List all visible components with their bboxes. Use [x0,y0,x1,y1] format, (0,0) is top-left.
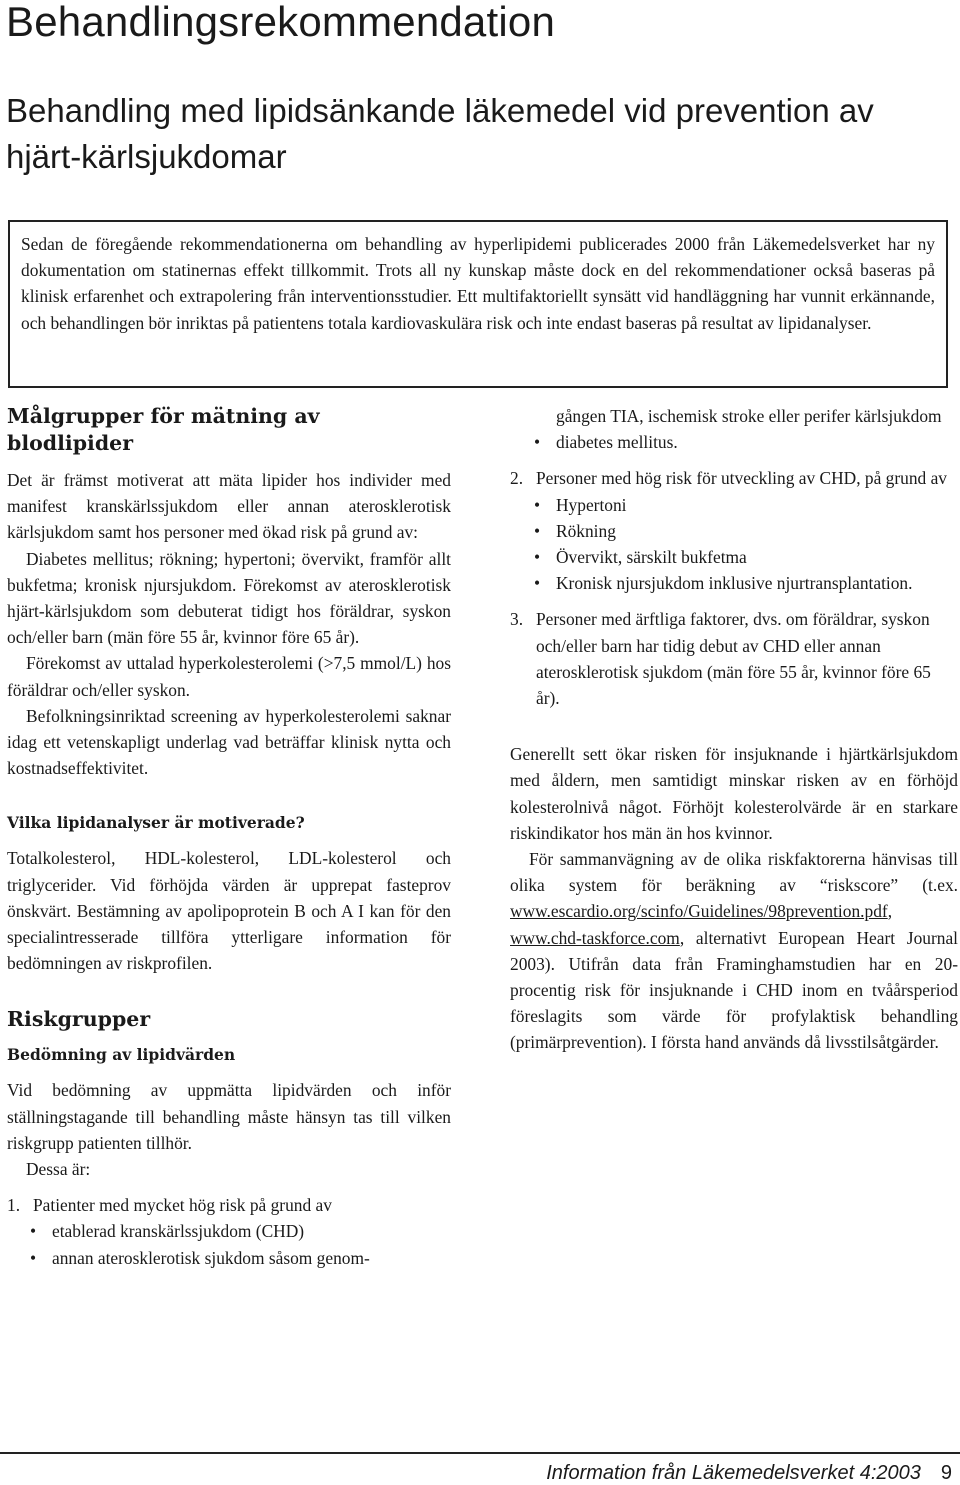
text-span: För sammanvägning av de olika riskfaktorerna hänvisas till olika system för beräkning av “riskscore” (t.ex. [510,849,958,896]
paragraph: Generellt sett ökar risken för insjuknande i hjärtkärlsjukdom med åldern, men samtidigt minskar risken av en förhöjd kolesterolnivå något. Förhöjt kolesterolvärde är en starkare riskindikator hos män än hos kvinnor. [510,744,958,843]
bullet-item: • Övervikt, särskilt bukfetma [510,544,958,570]
spacer [7,976,451,1006]
spacer [510,455,958,465]
bullet-list [510,492,958,597]
footer-publication: Information från Läkemedelsverket 4:2003 [546,1462,921,1484]
spacer [510,596,958,606]
list-number: 2. [510,468,524,489]
spacer [7,1182,451,1192]
chd-taskforce-link[interactable]: www.chd-taskforce.com [510,927,680,948]
paragraph: Befolkningsinriktad screening av hyperkolesterolemi saknar idag ett vetenskapligt underlag vad beträffar klinisk nytta och kostnadseffektivitet. [7,705,451,779]
right-column [510,403,958,1056]
list-item [510,465,958,491]
heading-bedomning: Bedömning av lipidvärden [7,1045,236,1065]
paragraph: Dessa är: [26,1159,91,1180]
page-number: 9 [940,1462,952,1484]
bullet-list [7,1218,451,1270]
spacer [7,1067,451,1077]
list-item [510,606,958,711]
spacer [7,457,451,467]
page-subtitle: Behandling med lipidsänkande läkemedel vid prevention av hjärt-kärlsjukdomar [6,92,874,175]
spacer [7,1033,451,1043]
paragraph: Totalkolesterol, HDL-kolesterol, LDL-kolesterol och triglycerider. Vid förhöjda värden är upprepat fasteprov önskvärt. Bestämning av apolipoprotein B och A I kan för den specialintresserade tillföra ytterligare information för bedömningen av riskprofilen. [7,848,451,974]
bullet-item: • Rökning [510,518,958,544]
list-number: 1. [7,1195,21,1216]
intro-box: Sedan de föregående rekommendationerna om behandling av hyperlipidemi publicerades 2000 från Läkemedelsverket har ny dokumentation om statinernas effekt tillkommit. Trots all ny kunskap måste dock en del rekommendationer också baseras på klinisk erfarenhet och extrapolering från interventionsstudier. Ett multifaktoriellt synsätt vid handläggning har vunnit erkännande, och behandlingen bör inriktas på patientens totala kardiovaskulära risk och inte endast baseras på resultat av lipidanalyser. [8,220,948,388]
bullet-continuation: gången TIA, ischemisk stroke eller perifer kärlsjukdom [556,406,942,426]
paragraph: Diabetes mellitus; rökning; hypertoni; övervikt, framför allt bukfetma; kronisk njursjukdom. Förekomst av aterosklerotisk hjärt-kärlsjukdom som debuterat tidigt hos föräldrar, syskon och/eller barn (män före 55 år, kvinnor före 65 år). [7,548,451,648]
bullet-item: • diabetes mellitus. [510,429,958,455]
bullet-item: • etablerad kranskärlssjukdom (CHD) [7,1218,451,1244]
list-item-text: Patienter med mycket hög risk på grund av [33,1195,332,1216]
paragraph-links [510,846,958,1056]
paragraph: Det är främst motiverat att mäta lipider hos individer med manifest kranskärlssjukdom eller annan aterosklerotisk kärlsjukdom samt hos personer med ökad risk på grund av: [7,470,451,543]
text-span: , [887,901,893,922]
paragraph: Vid bedömning av uppmätta lipidvärden och inför ställningstagande till behandling måste hänsyn tas till vilken riskgrupp patienten tillhör. [7,1080,451,1153]
footer [546,1462,952,1485]
spacer [7,835,451,845]
bullet-item: • Hypertoni [510,492,958,518]
spacer [7,781,451,811]
heading-vilka-lipidanalyser: Vilka lipidanalyser är motiverade? [7,813,305,833]
heading-malgrupper: Målgrupper för mätning av blodlipider [7,404,320,455]
paragraph: Förekomst av uttalad hyperkolesterolemi (>7,5 mmol/L) hos föräldrar och/eller syskon. [7,653,451,700]
list-item-text: Personer med hög risk för utveckling av CHD, på grund av [536,468,948,489]
list-number: 3. [510,609,524,630]
footer-rule [0,1452,960,1454]
text-span: , alternativt European Heart Journal 2003). Utifrån data från Framinghamstudien har en 20-procentig risk för insjuknande i CHD inom en tvåårsperiod föreslagits som värde för profylaktisk behandling (primärprevention). I första hand används då livsstilsåtgärder. [510,927,958,1053]
spacer [510,711,958,741]
bullet-list [510,429,958,455]
heading-riskgrupper: Riskgrupper [7,1007,151,1032]
bullet-item: • Kronisk njursjukdom inklusive njurtransplantation. [510,570,958,596]
escardio-link[interactable]: www.escardio.org/scinfo/Guidelines/98prevention.pdf [510,901,888,922]
page-title: Behandlingsrekommendation [6,0,556,45]
list-item [7,1192,451,1218]
list-item-text: Personer med ärftliga faktorer, dvs. om föräldrar, syskon och/eller barn har tidig debut av CHD eller annan aterosklerotisk sjukdom (män före 55 år, kvinnor före 65 år). [536,609,931,709]
left-column [7,403,451,1271]
bullet-item: • annan aterosklerotisk sjukdom såsom genom- [7,1245,451,1271]
